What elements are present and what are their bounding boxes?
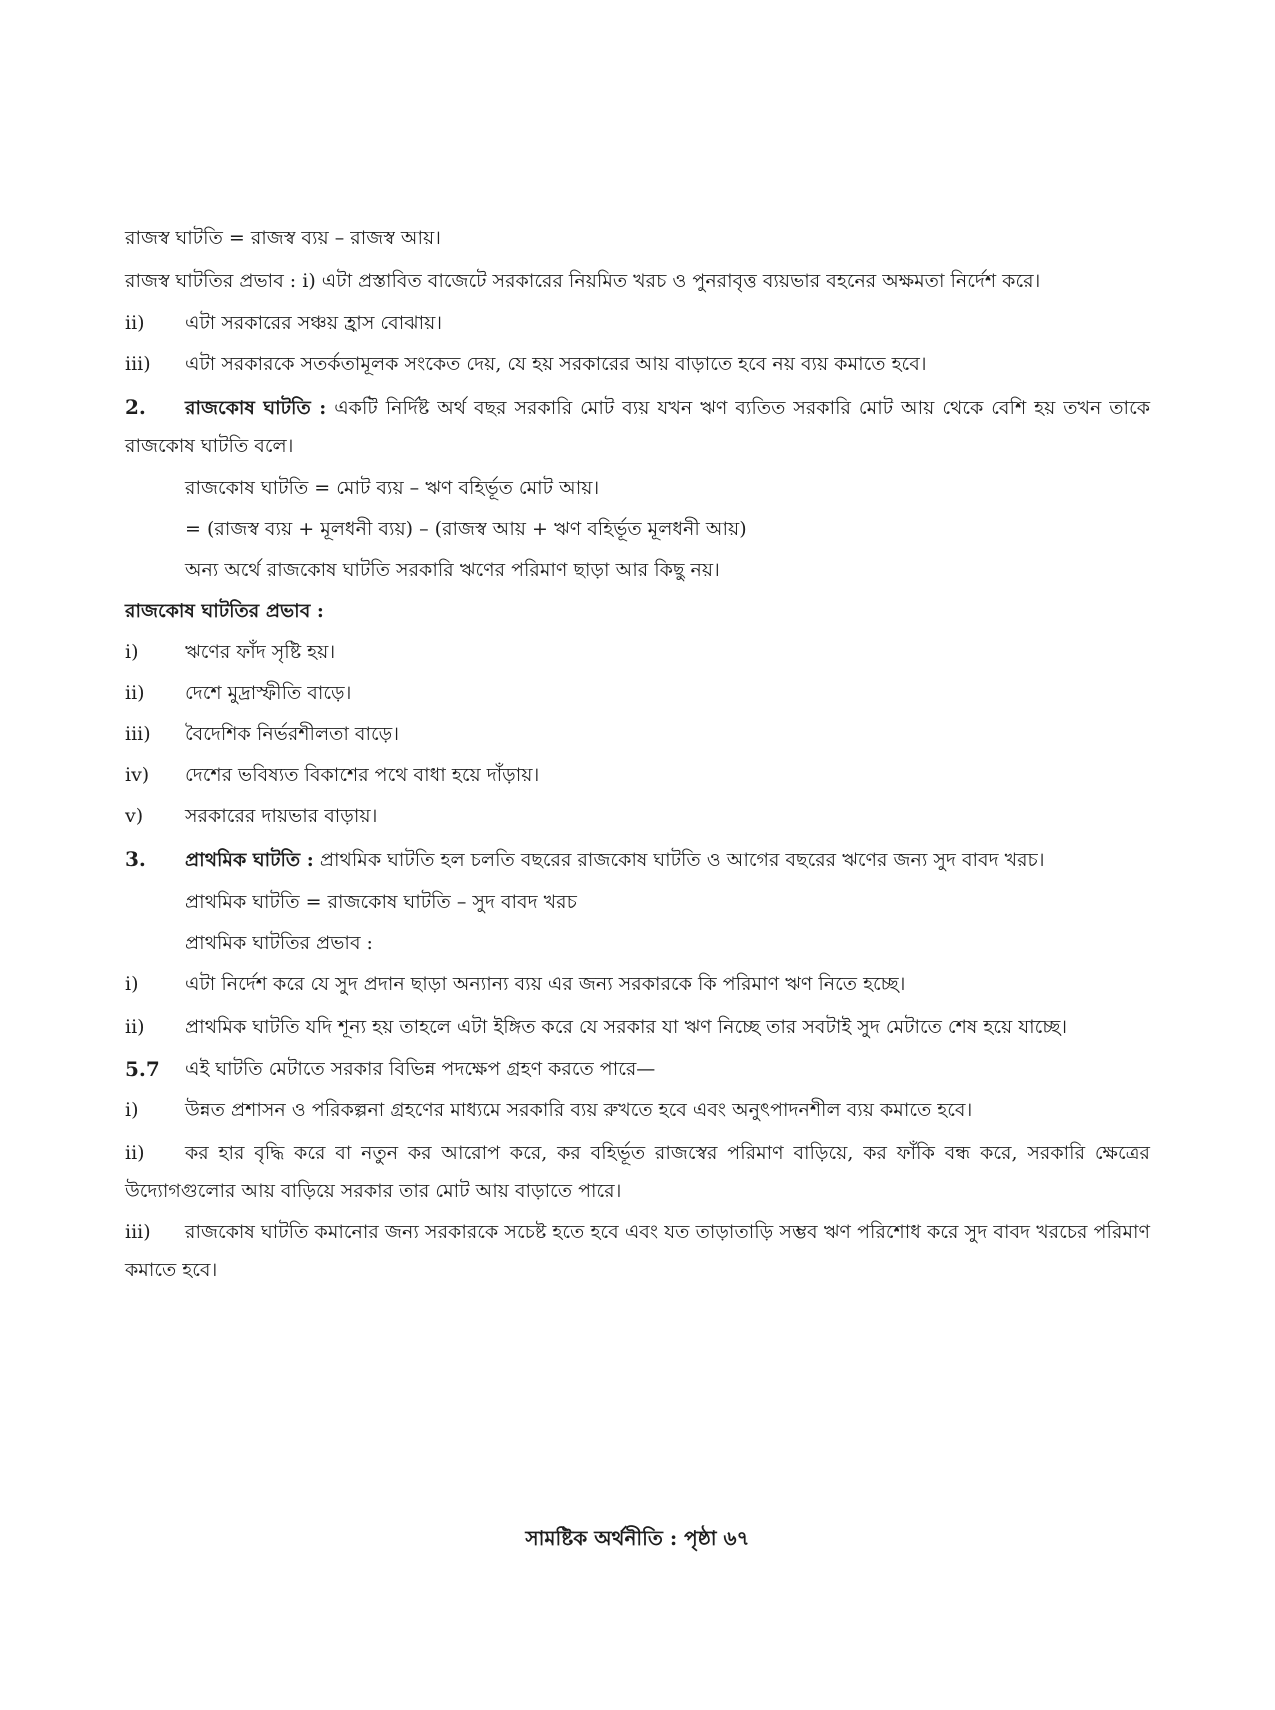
measures-intro-text: এই ঘাটতি মেটাতে সরকার বিভিন্ন পদক্ষেপ গ্রহণ করতে পারে— bbox=[185, 1058, 656, 1080]
primary-effects-heading: প্রাথমিক ঘাটতির প্রভাব : bbox=[185, 932, 373, 954]
revenue-effect-heading: রাজস্ব ঘাটতির প্রভাব : bbox=[125, 270, 303, 292]
list-item-text: উন্নত প্রশাসন ও পরিকল্পনা গ্রহণের মাধ্যমে সরকারি ব্যয় রুখতে হবে এবং অনুৎপাদনশীল ব্যয় কমাতে হবে। bbox=[185, 1099, 973, 1121]
list-marker: ii) bbox=[125, 1142, 145, 1164]
list-item-wrapped bbox=[125, 1213, 1150, 1289]
revenue-effect-marker-1: i) bbox=[302, 270, 316, 292]
list-item bbox=[125, 1090, 1150, 1131]
list-item-text: সরকারের দায়ভার বাড়ায়। bbox=[185, 805, 378, 827]
list-item-text: এটা সরকারকে সতর্কতামূলক সংকেত দেয়, যে হয় সরকারের আয় বাড়াতে হবে নয় ব্যয় কমাতে হবে। bbox=[185, 353, 927, 375]
list-item-text: বৈদেশিক নির্ভরশীলতা বাড়ে। bbox=[185, 723, 399, 745]
list-marker: iv) bbox=[125, 764, 150, 786]
section-number: 5.7 bbox=[125, 1057, 160, 1081]
list-item-text: ঋণের ফাঁদ সৃষ্টি হয়। bbox=[185, 641, 336, 663]
page-body bbox=[125, 218, 1150, 1289]
list-item-text: প্রাথমিক ঘাটতি যদি শূন্য হয় তাহলে এটা ইঙ্গিত করে যে সরকার যা ঋণ নিচ্ছে তার সবটাই সুদ মেটাতে শেষ হয়ে যাচ্ছে। bbox=[185, 1016, 1068, 1038]
primary-deficit-definition bbox=[125, 840, 1150, 879]
list-item-text: রাজকোষ ঘাটতি কমানোর জন্য সরকারকে সচেষ্ট হতে হবে এবং যত তাড়াতাড়ি সম্ভব ঋণ পরিশোধ করে সুদ বাবদ খরচের পরিমাণ কমাতে হবে। bbox=[125, 1221, 1150, 1281]
list-marker: i) bbox=[125, 1099, 139, 1121]
revenue-effect-item-2 bbox=[125, 303, 1150, 344]
fiscal-deficit-definition bbox=[125, 388, 1150, 465]
revenue-deficit-formula: রাজস্ব ঘাটতি = রাজস্ব ব্যয় – রাজস্ব আয়। bbox=[125, 227, 441, 249]
list-marker: ii) bbox=[125, 682, 145, 704]
list-item-text: দেশের ভবিষ্যত বিকাশের পথে বাধা হয়ে দাঁড়ায়। bbox=[185, 764, 540, 786]
section-number: 2. bbox=[125, 395, 146, 419]
revenue-effect-item-3 bbox=[125, 344, 1150, 385]
fiscal-formula-1: রাজকোষ ঘাটতি = মোট ব্যয় – ঋণ বহির্ভূত মোট আয়। bbox=[185, 477, 600, 499]
revenue-effect-text-1: এটা প্রস্তাবিত বাজেটে সরকারের নিয়মিত খরচ ও পুনরাবৃত্ত ব্যয়ভার বহনের অক্ষমতা নির্দেশ করে। bbox=[315, 270, 1041, 292]
primary-deficit-text: প্রাথমিক ঘাটতি হল চলতি বছরের রাজকোষ ঘাটতি ও আগের বছরের ঋণের জন্য সুদ বাবদ খরচ। bbox=[313, 849, 1045, 871]
list-marker: iii) bbox=[125, 723, 151, 745]
list-marker: iii) bbox=[125, 1221, 151, 1243]
section-number: 3. bbox=[125, 847, 146, 871]
list-item bbox=[125, 714, 1150, 755]
list-item-text: এটা সরকারের সঞ্চয় হ্রাস বোঝায়। bbox=[185, 312, 443, 334]
list-marker: v) bbox=[125, 805, 144, 827]
list-item bbox=[125, 964, 1150, 1005]
list-item-text: দেশে মুদ্রাস্ফীতি বাড়ে। bbox=[185, 682, 352, 704]
revenue-effect-paragraph bbox=[125, 262, 1150, 300]
list-marker: iii) bbox=[125, 353, 151, 375]
fiscal-effects-heading-text: রাজকোষ ঘাটতির প্রভাব : bbox=[125, 600, 324, 622]
primary-formula: প্রাথমিক ঘাটতি = রাজকোষ ঘাটতি – সুদ বাবদ খরচ bbox=[185, 891, 577, 913]
list-marker: ii) bbox=[125, 1016, 145, 1038]
measures-intro bbox=[125, 1049, 1150, 1090]
fiscal-note: অন্য অর্থে রাজকোষ ঘাটতি সরকারি ঋণের পরিমাণ ছাড়া আর কিছু নয়। bbox=[185, 559, 720, 581]
fiscal-deficit-text: একটি নির্দিষ্ট অর্থ বছর সরকারি মোট ব্যয় যখন ঋণ ব্যতিত সরকারি মোট আয় থেকে বেশি হয় তখন তাকে রাজকোষ ঘাটতি বলে। bbox=[125, 397, 1150, 457]
list-item bbox=[125, 632, 1150, 673]
fiscal-formula-2: = (রাজস্ব ব্যয় + মূলধনী ব্যয়) – (রাজস্ব আয় + ঋণ বহির্ভূত মূলধনী আয়) bbox=[185, 518, 747, 540]
list-item bbox=[125, 755, 1150, 796]
list-item-text: এটা নির্দেশ করে যে সুদ প্রদান ছাড়া অন্যান্য ব্যয় এর জন্য সরকারকে কি পরিমাণ ঋণ নিতে হচ্ছে। bbox=[185, 973, 906, 995]
fiscal-effects-heading bbox=[125, 591, 1150, 632]
list-item-wrapped bbox=[125, 1008, 1150, 1046]
fiscal-deficit-term: রাজকোষ ঘাটতি : bbox=[185, 397, 327, 419]
list-marker: i) bbox=[125, 973, 139, 995]
primary-deficit-term: প্রাথমিক ঘাটতি : bbox=[185, 849, 314, 871]
page-footer: সামষ্টিক অর্থনীতি : পৃষ্ঠা ৬৭ bbox=[525, 1526, 750, 1550]
list-marker: ii) bbox=[125, 312, 145, 334]
list-item bbox=[125, 796, 1150, 837]
list-item-wrapped bbox=[125, 1134, 1150, 1210]
list-item-text: কর হার বৃদ্ধি করে বা নতুন কর আরোপ করে, কর বহির্ভূত রাজস্বের পরিমাণ বাড়িয়ে, কর ফাঁকি বন্ধ করে, সরকারি ক্ষেত্রের উদ্যোগগুলোর আয় বাড়িয়ে সরকার তার মোট আয় বাড়াতে পারে। bbox=[125, 1142, 1150, 1202]
list-marker: i) bbox=[125, 641, 139, 663]
list-item bbox=[125, 673, 1150, 714]
